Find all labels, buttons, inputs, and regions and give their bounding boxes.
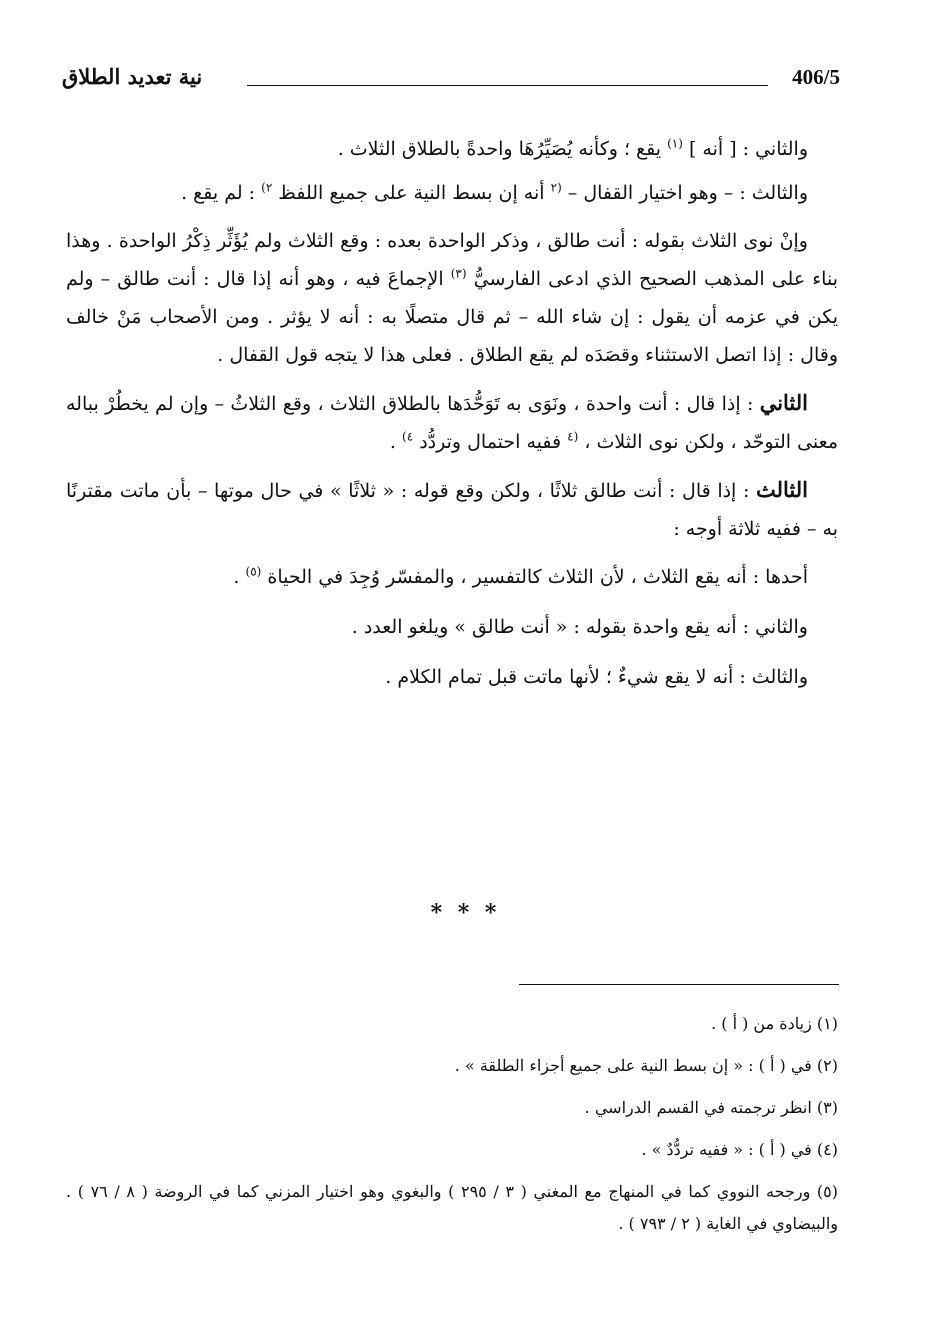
footnote-1: (١) زيادة من ( أ ) .	[711, 1014, 838, 1033]
header-rule	[247, 85, 768, 86]
paragraph-3	[66, 222, 838, 374]
text-run: ففيه احتمال وتردُّد	[413, 431, 568, 453]
footnotes	[66, 1008, 838, 1240]
text-run: .	[389, 431, 403, 453]
text-run: والثالث : – وهو اختيار القفال –	[561, 182, 808, 204]
footnote-ref: (١)	[667, 136, 683, 151]
paragraph-1	[66, 130, 838, 168]
footnote-ref: ٢)	[261, 180, 273, 195]
section-lead: الثاني	[759, 390, 809, 415]
paragraph-6	[66, 558, 838, 596]
paragraph-2	[66, 174, 838, 212]
paragraph-7	[66, 608, 838, 646]
running-header	[62, 60, 840, 94]
text-run: أنه إن بسط النية على جميع اللفظ	[272, 182, 551, 204]
paragraph-8	[66, 658, 838, 696]
footnote-5: (٥) ورجحه النووي كما في المنهاج مع المغني ( ٣ / ٢٩٥ ) والبغوي وهو اختيار المزني كما في الروضة ( ٨ / ٧٦ ) . والبيضاوي في الغاية ( ٢ / ٧٩٣ ) .	[66, 1182, 839, 1233]
section-lead: الثالث	[756, 477, 808, 502]
footnote-2: (٢) في ( أ ) : « إن بسط النية على جميع أجزاء الطلقة » .	[454, 1056, 838, 1075]
text-run: والثاني : [ أنه ]	[682, 138, 808, 160]
footnote-ref: (٣)	[450, 266, 467, 281]
text-run: يقع ؛ وكأنه يُصَيِّرُهَا واحدةً بالطلاق الثلاث .	[337, 138, 668, 160]
text-run: أحدها : أنه يقع الثلاث ، لأن الثلاث كالتفسير ، والمفسّر وُجِدَ في الحياة	[261, 566, 808, 588]
text-run: : لم يقع .	[181, 182, 262, 204]
text-run: والثالث : أنه لا يقع شيءٌ ؛ لأنها ماتت قبل تمام الكلام .	[385, 666, 808, 688]
footnote-4: (٤) في ( أ ) : « ففيه تردُّدٌ » .	[641, 1140, 838, 1159]
footnote-rule	[519, 984, 839, 985]
text-run: .	[233, 566, 246, 588]
footnote-ref: (٤	[567, 429, 579, 444]
footnote-3: (٣) انظر ترجمته في القسم الدراسي .	[584, 1098, 838, 1117]
page-number: 406/5	[792, 65, 840, 89]
text-run: : إذا قال : أنت واحدة ، ونَوَى به تَوَحُّدَها بالطلاق الثلاث ، وقع الثلاثُ – وإن لم يخطُرْ بباله معنى التوحّد ، ولكن نوى الثلاث ،	[66, 393, 838, 453]
text-run: والثاني : أنه يقع واحدة بقوله : « أنت طالق » ويلغو العدد .	[351, 616, 808, 638]
section-separator: * * *	[430, 900, 501, 926]
main-text	[66, 130, 838, 708]
paragraph-5	[66, 471, 838, 548]
text-run: : إذا قال : أنت طالق ثلاثًا ، ولكن وقع قوله : « ثلاثًا » في حال موتها – بأن ماتت مقترنًا به – ففيه ثلاثة أوجه :	[66, 480, 838, 540]
header-title: نية تعديد الطلاق	[62, 64, 203, 89]
paragraph-4	[66, 384, 838, 461]
footnote-ref: ٤)	[402, 429, 414, 444]
text-run: وإنْ نوى الثلاث بقوله : أنت طالق ، وذكر الواحدة بعده : وقع الثلاث ولم يُؤَثِّر ذِكْرُ الواحدة . وهذا بناء على المذهب الصحيح الذي ادعى الفارسيُّ	[66, 230, 838, 290]
footnote-ref: (٥)	[245, 564, 262, 579]
text-run: الإجماعَ فيه ، وهو أنه إذا قال : أنت طالق – ولم يكن في عزمه أن يقول : إن شاء الله – ثم قال متصلًا به : أنه لا يؤثر . ومن الأصحاب مَنْ خالف وقال : إذا اتصل الاستثناء وقصَدَه لم يقع الطلاق . فعلى هذا لا يتجه قول القفال .	[66, 268, 838, 366]
footnote-ref: (٢	[550, 180, 562, 195]
